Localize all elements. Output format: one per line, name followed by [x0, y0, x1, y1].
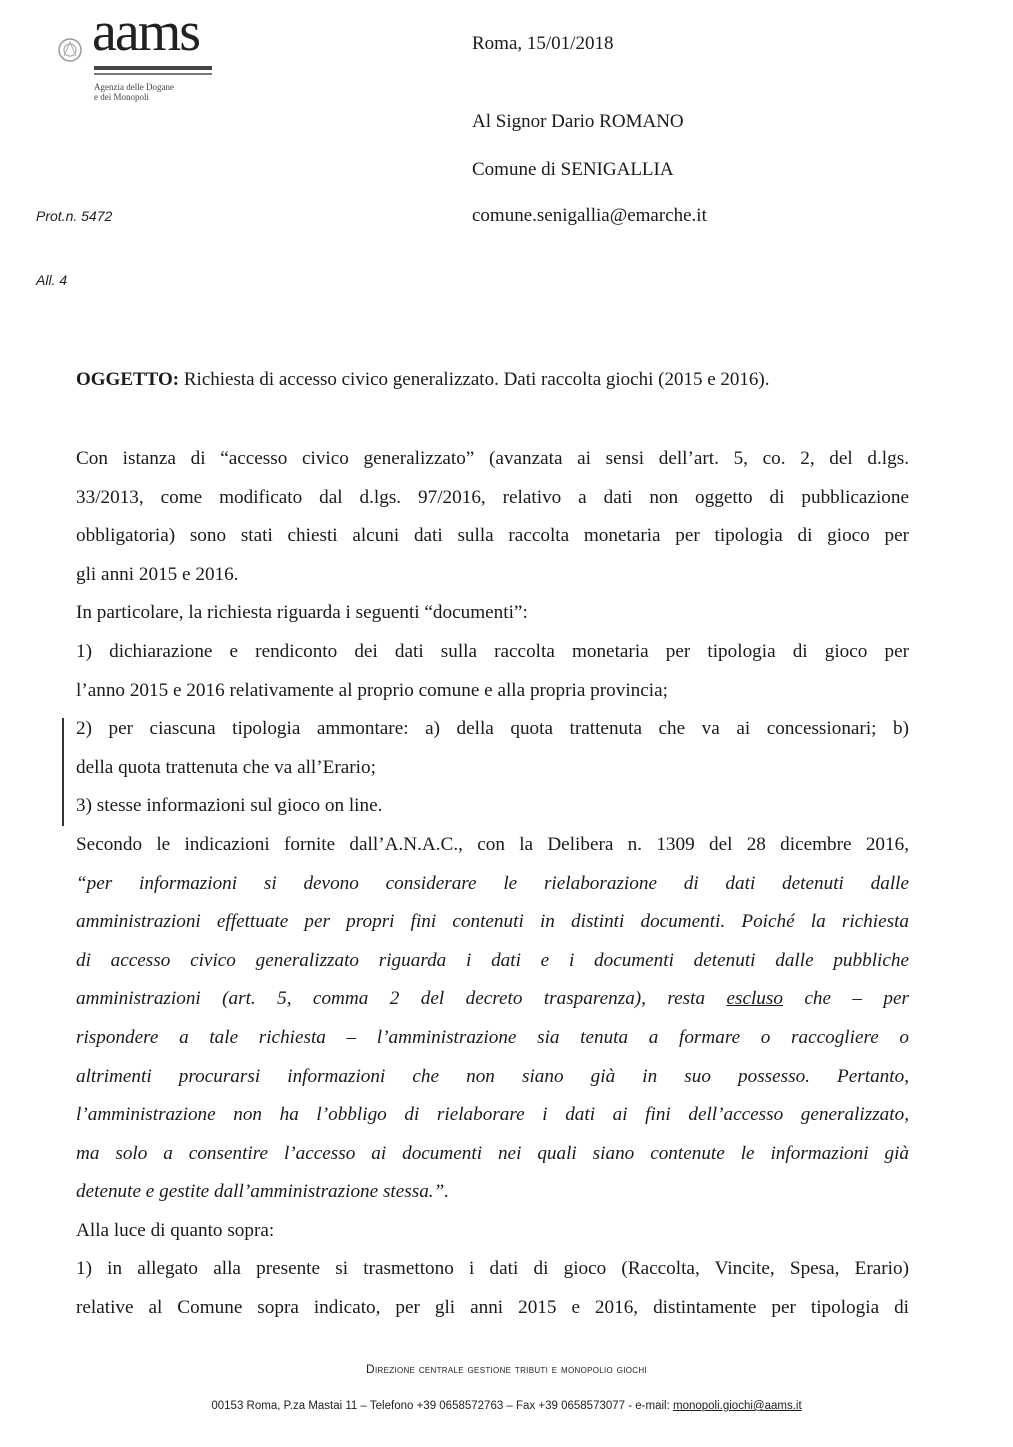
footer-address-text: 00153 Roma, P.za Mastai 11 – Telefono +39 0658572763 – Fax +39 0658573077 - e-mail: [211, 1400, 673, 1412]
emblem-icon [56, 36, 84, 64]
body-line: gli anni 2015 e 2016. [76, 563, 239, 585]
list-item: 1) dichiarazione e rendiconto dei dati sulla raccolta monetaria per tipologia di gioco per [76, 640, 909, 662]
quote-line: “per informazioni si devono considerare le rielaborazione di dati detenuti dalle [76, 872, 909, 894]
quote-line: altrimenti procurarsi informazioni che non siano già in suo possesso. Pertanto, [76, 1065, 909, 1087]
recipient-municipality: Comune di SENIGALLIA [472, 159, 674, 180]
margin-mark [62, 718, 64, 826]
letter-body [76, 440, 909, 1328]
attachment-count: All. 4 [36, 272, 68, 288]
body-line: 33/2013, come modificato dal d.lgs. 97/2016, relativo a dati non oggetto di pubblicazione [76, 486, 909, 508]
list-item: 3) stesse informazioni sul gioco on line. [76, 795, 383, 817]
quote-line: rispondere a tale richiesta – l’amministrazione sia tenuta a formare o raccogliere o [76, 1026, 909, 1048]
subject-line [76, 368, 769, 392]
footer-address [0, 1400, 1013, 1412]
logo-rule-thin [94, 73, 212, 75]
underlined-word: escluso [726, 988, 783, 1010]
list-item: della quota trattenuta che va all’Erario; [76, 756, 376, 778]
body-line: Alla luce di quanto sopra: [76, 1219, 275, 1241]
subject-label: OGGETTO: [76, 369, 180, 390]
footer-email-link[interactable]: monopoli.giochi@aams.it [672, 1400, 802, 1412]
quote-line: detenute e gestite dall’amministrazione stessa.”. [76, 1181, 450, 1203]
quote-line: di accesso civico generalizzato riguarda i dati e i documenti detenuti dalle pubbliche [76, 949, 909, 971]
quote-text: amministrazioni (art. 5, comma 2 del decreto trasparenza), resta [76, 988, 727, 1010]
subject-text: Richiesta di accesso civico generalizzato. Dati raccolta giochi (2015 e 2016). [179, 369, 770, 390]
agency-name [94, 82, 174, 102]
footer-direction [0, 1362, 1013, 1376]
list-item: relative al Comune sopra indicato, per gli anni 2015 e 2016, distintamente per tipologia di [76, 1297, 909, 1319]
list-item: 2) per ciascuna tipologia ammontare: a) della quota trattenuta che va ai concessionari; b) [76, 718, 909, 740]
logo-rule [94, 66, 212, 70]
list-item: 1) in allegato alla presente si trasmettono i dati di gioco (Raccolta, Vincite, Spesa, Erario) [76, 1258, 909, 1280]
body-line: Secondo le indicazioni fornite dall’A.N.A.C., con la Delibera n. 1309 del 28 dicembre 2016, [76, 833, 909, 855]
body-line: In particolare, la richiesta riguarda i seguenti “documenti”: [76, 602, 528, 624]
recipient-name: Al Signor Dario ROMANO [472, 111, 684, 132]
protocol-number: Prot.n. 5472 [36, 208, 113, 224]
body-line: Con istanza di “accesso civico generalizzato” (avanzata ai sensi dell’art. 5, co. 2, del d.lgs. [76, 448, 909, 469]
quote-line: l’amministrazione non ha l’obbligo di rielaborare i dati ai fini dell’accesso generalizzato, [76, 1104, 909, 1126]
quote-text: che – per [782, 988, 909, 1010]
quote-line [76, 980, 909, 1019]
agency-name-line2: e dei Monopoli [94, 92, 149, 102]
quote-line: amministrazioni effettuate per propri fini contenuti in distinti documenti. Poiché la richiesta [76, 911, 909, 933]
quote-line: ma solo a consentire l’accesso ai documenti nei quali siano contenute le informazioni già [76, 1142, 909, 1164]
footer-direction-text: Direzione centrale gestione tributi e monopolio giochi [366, 1362, 647, 1376]
place-date: Roma, 15/01/2018 [472, 33, 614, 54]
agency-logo: aams [92, 1, 200, 63]
list-item: l’anno 2015 e 2016 relativamente al proprio comune e alla propria provincia; [76, 679, 668, 701]
agency-name-line1: Agenzia delle Dogane [94, 82, 174, 92]
recipient-email: comune.senigallia@emarche.it [472, 205, 707, 226]
body-line: obbligatoria) sono stati chiesti alcuni dati sulla raccolta monetaria per tipologia di gioco per [76, 525, 909, 547]
